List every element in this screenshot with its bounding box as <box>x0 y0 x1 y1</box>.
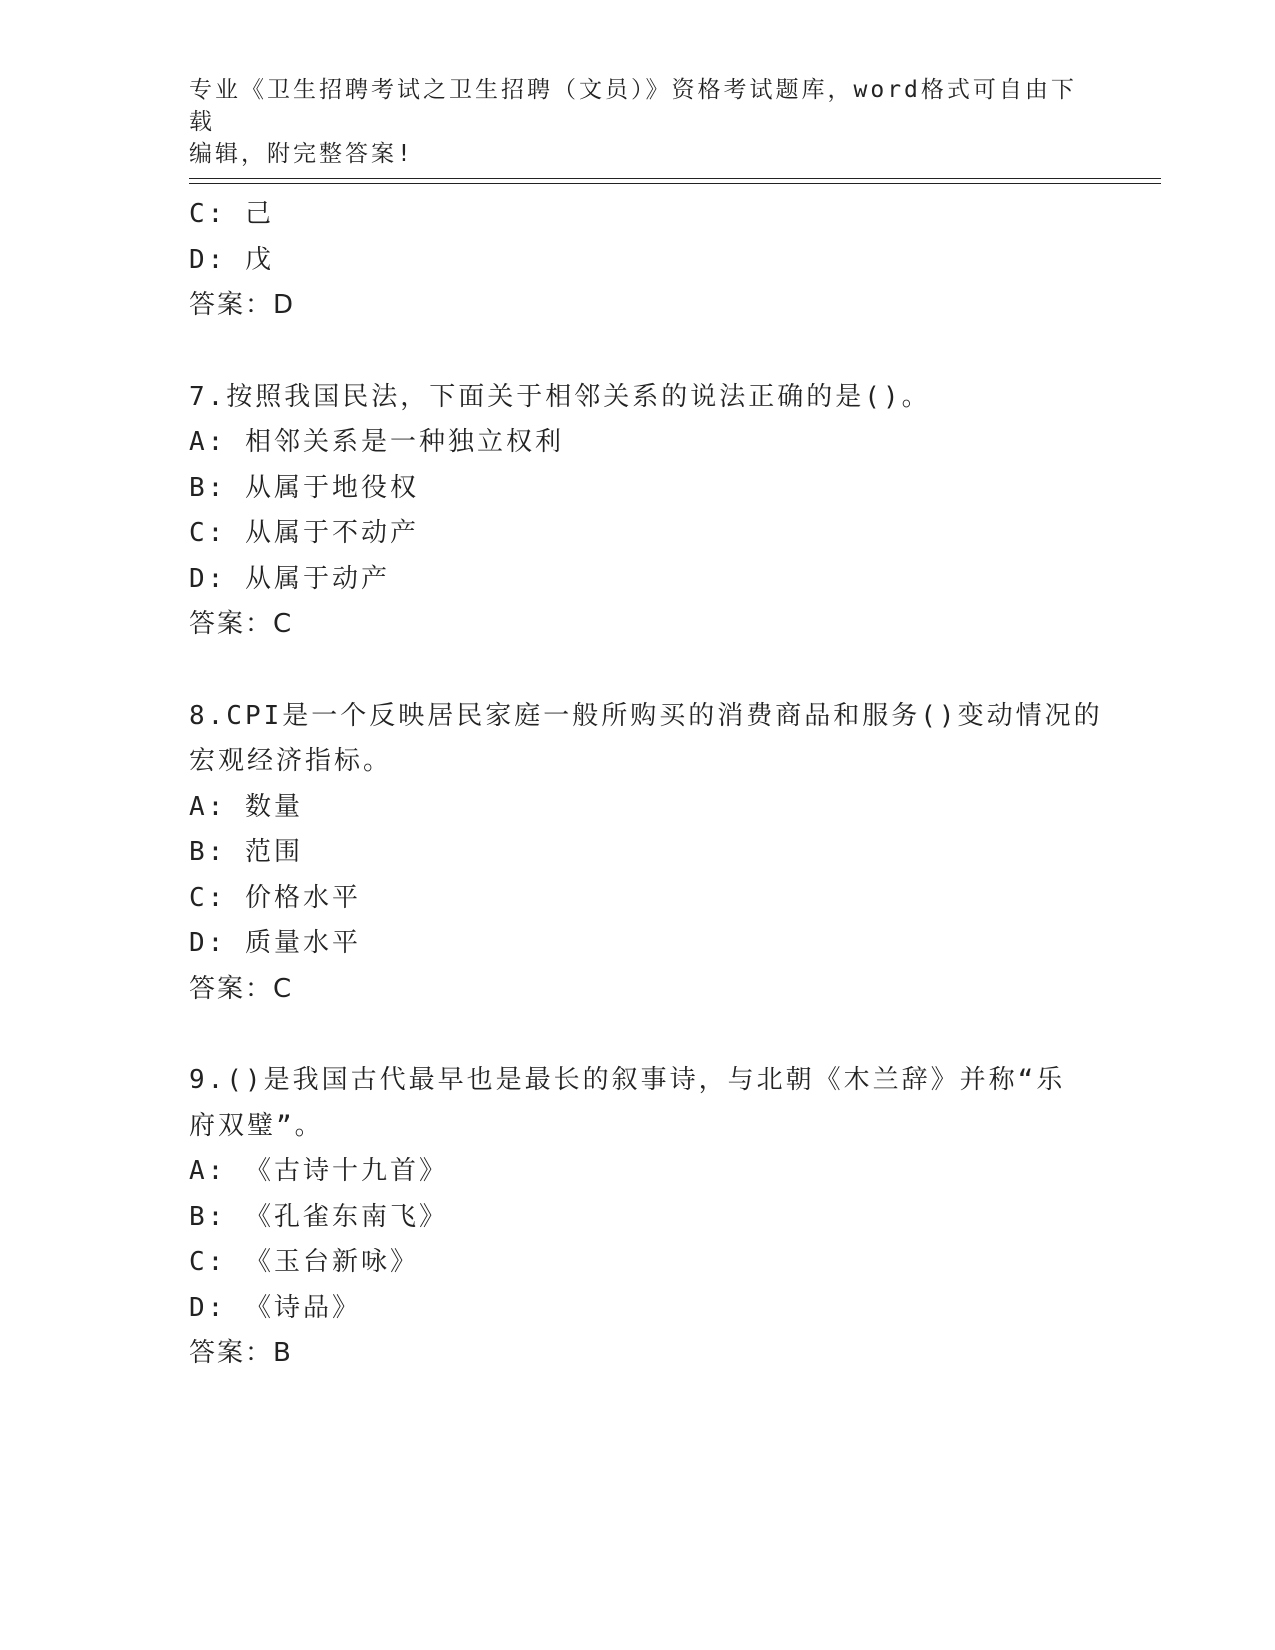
question-stem: 7.按照我国民法，下面关于相邻关系的说法正确的是()。 <box>189 381 931 412</box>
option-label: D: <box>189 244 227 275</box>
option-label: B: <box>189 472 227 503</box>
question-spacer <box>189 648 1109 694</box>
option-d <box>189 557 1109 603</box>
option-text: 从属于不动产 <box>244 518 419 548</box>
option-text: 相邻关系是一种独立权利 <box>244 427 564 457</box>
option-a <box>189 785 1109 831</box>
answer-line: 答案：D <box>189 290 296 320</box>
question-9 <box>189 1058 1109 1377</box>
question-stem-line-1: 8.CPI是一个反映居民家庭一般所购买的消费商品和服务()变动情况的 <box>189 700 1103 731</box>
option-text: 《古诗十九首》 <box>244 1156 448 1186</box>
option-b <box>189 1195 1109 1241</box>
question-6-continuation <box>189 192 1109 329</box>
option-text: 戊 <box>244 244 274 275</box>
option-label: B: <box>189 1201 227 1232</box>
option-b <box>189 466 1109 512</box>
option-d <box>189 1286 1109 1332</box>
option-label: A: <box>189 427 227 457</box>
option-label: A: <box>189 791 227 822</box>
option-text: 己 <box>244 199 274 229</box>
option-a <box>189 1149 1109 1195</box>
option-label: A: <box>189 1156 227 1186</box>
question-list <box>189 192 1109 1377</box>
question-stem-line-2: 宏观经济指标。 <box>189 746 393 776</box>
header-divider-top <box>189 178 1161 179</box>
option-label: D: <box>189 1292 227 1323</box>
header-divider-bottom <box>189 183 1161 184</box>
option-text: 范围 <box>244 837 303 867</box>
option-d <box>189 921 1109 967</box>
option-label: C: <box>189 199 227 229</box>
question-stem-line-2: 府双璧”。 <box>189 1110 324 1141</box>
option-b <box>189 830 1109 876</box>
answer-line: 答案：B <box>189 1338 293 1368</box>
option-text: 质量水平 <box>244 928 361 958</box>
option-label: C: <box>189 882 227 913</box>
option-label: D: <box>189 563 227 594</box>
option-text: 价格水平 <box>244 882 361 913</box>
question-7 <box>189 375 1109 648</box>
option-c <box>189 876 1109 922</box>
option-text: 从属于地役权 <box>244 472 419 503</box>
option-label: C: <box>189 1247 227 1277</box>
option-label: C: <box>189 518 227 548</box>
option-d <box>189 238 1109 284</box>
option-label: B: <box>189 837 227 867</box>
header-line-1: 专业《卫生招聘考试之卫生招聘（文员）》资格考试题库，word格式可自由下载 <box>189 77 1077 135</box>
option-c <box>189 192 1109 238</box>
question-stem-line-1: 9.()是我国古代最早也是最长的叙事诗，与北朝《木兰辞》并称“乐 <box>189 1065 1066 1095</box>
option-c <box>189 1240 1109 1286</box>
option-text: 《孔雀东南飞》 <box>244 1201 448 1232</box>
document-header <box>189 74 1089 170</box>
answer-line: 答案：C <box>189 609 294 639</box>
question-8 <box>189 694 1109 1013</box>
option-text: 从属于动产 <box>244 563 390 594</box>
answer-line: 答案：C <box>189 973 294 1004</box>
header-line-2: 编辑，附完整答案! <box>189 141 414 167</box>
option-label: D: <box>189 928 227 958</box>
question-spacer <box>189 1012 1109 1058</box>
option-text: 数量 <box>244 791 303 822</box>
option-text: 《玉台新咏》 <box>244 1247 419 1277</box>
option-a <box>189 420 1109 466</box>
question-spacer <box>189 329 1109 375</box>
option-text: 《诗品》 <box>244 1292 361 1323</box>
option-c <box>189 511 1109 557</box>
